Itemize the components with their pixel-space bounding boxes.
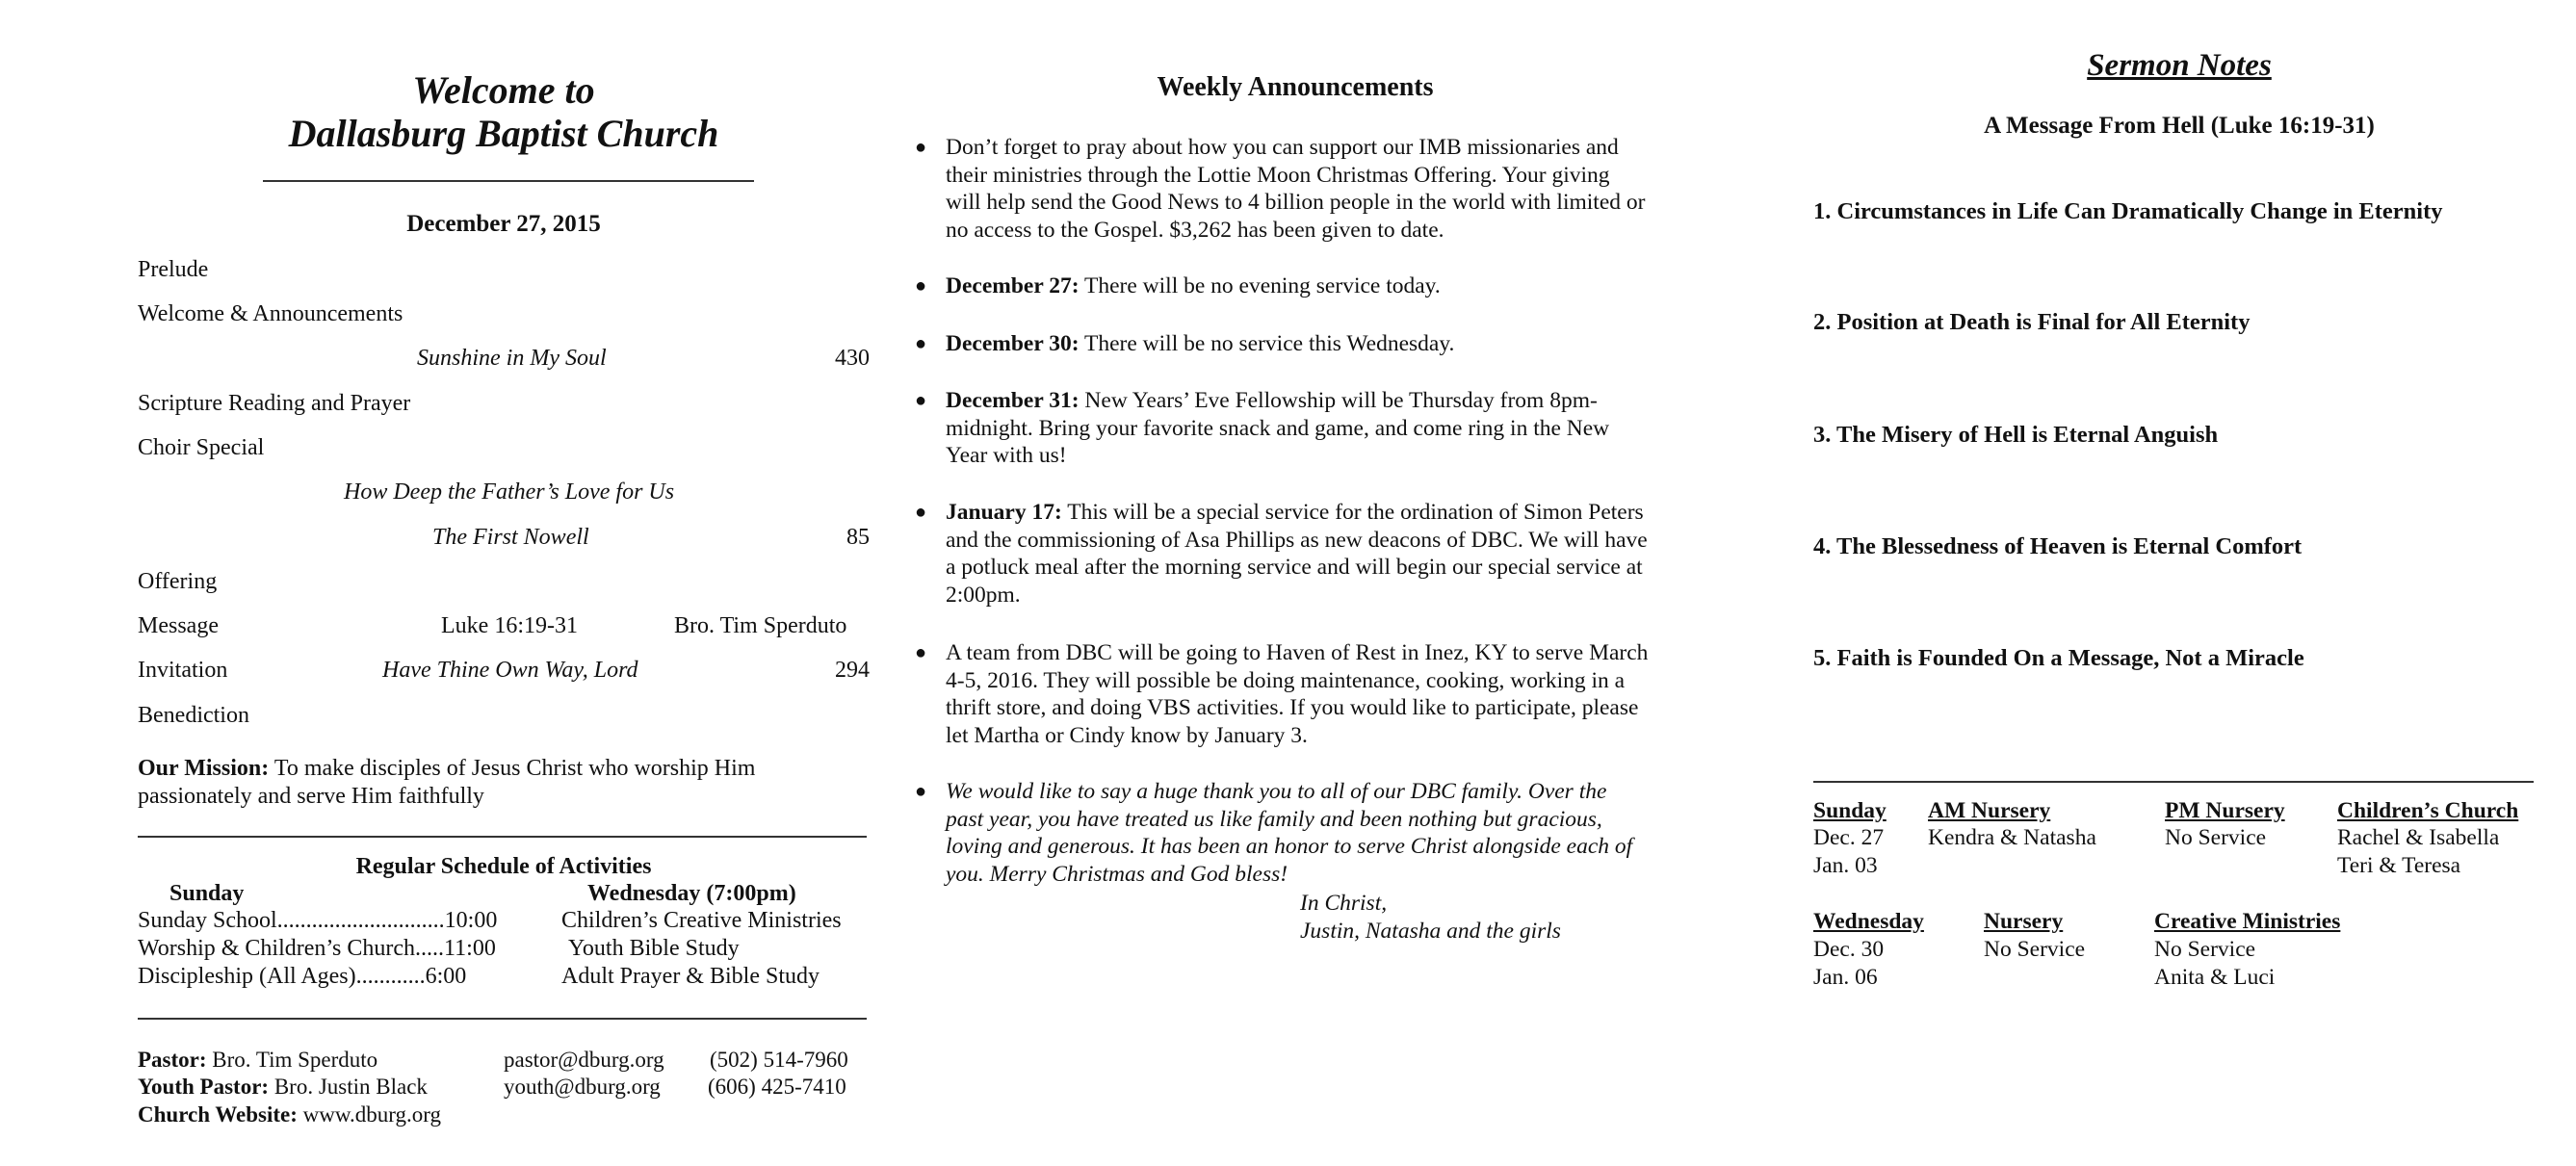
order-scripture-prayer: Scripture Reading and Prayer — [138, 391, 411, 416]
mission-divider — [138, 836, 867, 838]
nursery-sunday-header: Sunday — [1813, 798, 1886, 823]
announcements-title: Weekly Announcements — [1157, 72, 1434, 102]
website-link[interactable]: www.dburg.org — [302, 1102, 441, 1127]
order-prelude: Prelude — [138, 257, 209, 282]
pastor-contact — [138, 1048, 377, 1073]
nursery-wednesday-header: Wednesday — [1813, 909, 1924, 934]
welcome-heading-line2: Dallasburg Baptist Church — [288, 112, 719, 155]
childrens-church-header: Children’s Church — [2337, 798, 2519, 823]
childrens-church-value: Teri & Teresa — [2337, 853, 2461, 878]
bullet-icon: ● — [915, 137, 927, 158]
announcement-text: December 27: There will be no evening service today. — [946, 273, 1441, 298]
youth-pastor-name: Bro. Justin Black — [273, 1075, 428, 1099]
nursery-divider — [1813, 781, 2534, 783]
service-date: December 27, 2015 — [406, 211, 601, 237]
sermon-notes-title: Sermon Notes — [2087, 48, 2272, 83]
schedule-sunday-header: Sunday — [169, 881, 245, 906]
sermon-point: 3. The Misery of Hell is Eternal Anguish — [1813, 422, 2219, 448]
website-label: Church Website: — [138, 1102, 298, 1127]
bullet-icon: ● — [915, 781, 927, 802]
sermon-point: 1. Circumstances in Life Can Dramatically Change in Eternity — [1813, 198, 2443, 224]
pm-nursery-header: PM Nursery — [2165, 798, 2285, 823]
signature-closing: In Christ, — [1300, 891, 1388, 916]
nursery-date: Dec. 30 — [1813, 937, 1885, 962]
announcement-date: December 31: — [946, 388, 1080, 413]
nursery-date: Dec. 27 — [1813, 825, 1885, 850]
announcement-text: A team from DBC will be going to Haven of Rest in Inez, KY to serve March 4-5, 2016. They will possible be doing maintenance, cooking, working in a thrift store, and doing VBS activities. If you would like to participate, please let Martha or Cindy know by January 3. — [946, 640, 1649, 748]
announcement-date: January 17: — [946, 500, 1062, 525]
order-choir-special: Choir Special — [138, 435, 265, 460]
hymn-number: 85 — [846, 525, 870, 550]
nursery-date: Jan. 03 — [1813, 853, 1878, 878]
youth-pastor-contact — [138, 1075, 428, 1100]
schedule-title: Regular Schedule of Activities — [355, 854, 652, 879]
wednesday-nursery-value: No Service — [1984, 937, 2086, 962]
invitation-hymn-title: Have Thine Own Way, Lord — [382, 658, 638, 683]
creative-ministries-value: Anita & Luci — [2154, 965, 2276, 990]
welcome-heading-line1: Welcome to — [412, 68, 595, 112]
invitation-hymn-number: 294 — [835, 658, 870, 683]
nursery-date: Jan. 06 — [1813, 965, 1878, 990]
bullet-icon: ● — [915, 390, 927, 411]
announcement-text: January 17: This will be a special service for the ordination of Simon Peters and the commissioning of Asa Phillips as new deacons of DBC. We will have a potluck meal after the morning service and will begin our special service at 2:00pm. — [946, 500, 1648, 608]
hymn-title: Sunshine in My Soul — [417, 346, 607, 371]
announcement-text: December 30: There will be no service this Wednesday. — [946, 331, 1455, 356]
pastor-label: Pastor: — [138, 1048, 207, 1072]
creative-ministries-header: Creative Ministries — [2154, 909, 2341, 934]
order-offering: Offering — [138, 569, 218, 594]
message-speaker: Bro. Tim Sperduto — [674, 613, 847, 638]
announcement-text: Don’t forget to pray about how you can support our IMB missionaries and their ministries through the Lottie Moon Christmas Offering. Your giving will help send the Good News to 4 billion people in the world with limited or no access to the Gospel. $3,262 has been given to date. — [946, 135, 1646, 243]
hymn-title: The First Nowell — [432, 525, 589, 550]
schedule-sunday-item: Worship & Children’s Church.....11:00 — [138, 936, 496, 961]
heading-divider — [263, 180, 754, 182]
wednesday-nursery-header: Nursery — [1984, 909, 2064, 934]
schedule-wednesday-item: Adult Prayer & Bible Study — [561, 964, 820, 989]
bullet-icon: ● — [915, 275, 927, 297]
schedule-wednesday-item: Children’s Creative Ministries — [561, 908, 842, 933]
order-welcome-announcements: Welcome & Announcements — [138, 301, 403, 326]
mission-statement — [138, 755, 841, 811]
bullet-icon: ● — [915, 642, 927, 663]
sermon-point: 5. Faith is Founded On a Message, Not a Miracle — [1813, 645, 2304, 671]
sermon-title: A Message From Hell (Luke 16:19-31) — [1984, 113, 2375, 139]
schedule-sunday-item: Discipleship (All Ages)............6:00 — [138, 964, 467, 989]
schedule-wednesday-item: Youth Bible Study — [568, 936, 740, 961]
announcement-date: December 30: — [946, 331, 1080, 356]
youth-pastor-label: Youth Pastor: — [138, 1075, 270, 1099]
schedule-sunday-item: Sunday School.............................10:00 — [138, 908, 498, 933]
message-passage: Luke 16:19-31 — [441, 613, 578, 638]
hymn-number: 430 — [835, 346, 870, 371]
childrens-church-value: Rachel & Isabella — [2337, 825, 2500, 850]
order-invitation: Invitation — [138, 658, 228, 683]
order-benediction: Benediction — [138, 703, 249, 728]
schedule-wednesday-header: Wednesday (7:00pm) — [587, 881, 796, 906]
bullet-icon: ● — [915, 333, 927, 354]
schedule-divider — [138, 1018, 867, 1020]
signature-names: Justin, Natasha and the girls — [1300, 919, 1561, 944]
youth-email[interactable]: youth@dburg.org — [504, 1075, 661, 1099]
youth-phone: (606) 425-7410 — [708, 1075, 846, 1099]
church-website — [138, 1102, 441, 1127]
sermon-point: 2. Position at Death is Final for All Eternity — [1813, 309, 2251, 335]
pastor-email[interactable]: pastor@dburg.org — [504, 1048, 664, 1072]
thank-you-note: We would like to say a huge thank you to all of our DBC family. Over the past year, you have treated us like family and been nothing but gracious, loving and generous. It has been an honor to serve Christ alongside each of you. Merry Christmas and God bless! — [946, 779, 1633, 887]
sermon-point: 4. The Blessedness of Heaven is Eternal Comfort — [1813, 533, 2303, 559]
order-message: Message — [138, 613, 219, 638]
bullet-icon: ● — [915, 502, 927, 523]
choir-song-title: How Deep the Father’s Love for Us — [344, 479, 675, 505]
creative-ministries-value: No Service — [2154, 937, 2256, 962]
pastor-name: Bro. Tim Sperduto — [212, 1048, 378, 1072]
announcement-text: December 31: New Years’ Eve Fellowship will be Thursday from 8pm-midnight. Bring your favorite snack and game, and come ring in the New Year with us! — [946, 388, 1610, 468]
mission-text: To make disciples of Jesus Christ who worship Him passionately and serve Him faithfully — [138, 756, 756, 809]
pm-nursery-value: No Service — [2165, 825, 2267, 850]
am-nursery-value: Kendra & Natasha — [1928, 825, 2096, 850]
am-nursery-header: AM Nursery — [1928, 798, 2051, 823]
announcement-date: December 27: — [946, 273, 1080, 298]
pastor-phone: (502) 514-7960 — [710, 1048, 848, 1072]
mission-label: Our Mission: — [138, 756, 270, 781]
